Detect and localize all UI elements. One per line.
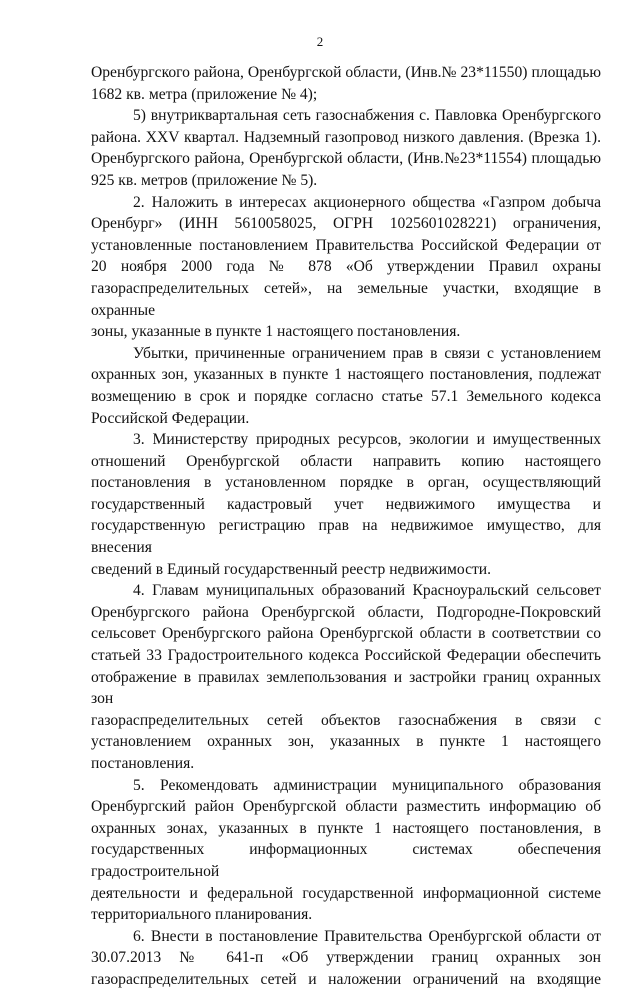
text-line: газораспределительных сетей объектов газоснабжения в связи с [91,711,601,729]
text-line: территориального планирования. [91,906,313,924]
paragraph-point-6 [91,926,601,991]
text-line: зоны, указанные в пункте 1 настоящего постановления. [91,323,461,341]
text-line: Оренбургского района, Оренбургской области, (Инв.№23*11554) площадью [91,150,601,168]
text-line: Оренбургского района, Оренбургской области, (Инв.№ 23*11550) площадью [91,64,601,81]
paragraph-point-3 [91,429,601,580]
text-line: 5. Рекомендовать администрации муниципального образования [133,776,601,794]
text-line: 1682 кв. метра (приложение № 4); [91,85,318,103]
text-line: статьей 33 Градостроительного кодекса Российской Федерации обеспечить [91,647,601,665]
paragraph-point-5 [91,775,601,926]
text-line: сельсовет Оренбургского района Оренбургской области в соответствии со [91,625,601,643]
paragraph-losses [91,343,601,429]
text-line: возмещению в срок и порядке согласно статье 57.1 Земельного кодекса [91,387,601,405]
document-body [91,62,601,991]
text-line: 925 кв. метров (приложение № 5). [91,171,318,189]
text-line: Оренбургский район Оренбургской области разместить информацию об [91,798,601,816]
text-line: установленные постановлением Правительства Российской Федерации от [91,236,601,254]
text-line: отношений Оренбургской области направить копию настоящего [91,452,601,470]
text-line: постановления. [91,755,195,772]
text-line: 2. Наложить в интересах акционерного общества «Газпром добыча [133,193,601,211]
text-line: 3. Министерству природных ресурсов, экологии и имущественных [133,431,601,449]
paragraph-point-2 [91,192,601,343]
text-line: района. XXV квартал. Надземный газопровод низкого давления. (Врезка 1). [91,128,601,146]
paragraph-point-4 [91,580,601,774]
text-line: государственных информационных системах обеспечения градостроительной [91,841,601,880]
text-line: государственную регистрацию прав на недвижимое имущество, для внесения [91,517,601,557]
text-line: установлением охранных зон, указанных в пункте 1 настоящего [91,733,601,751]
text-line: Убытки, причиненные ограничением прав в связи с установлением [133,344,601,362]
text-line: 5) внутриквартальная сеть газоснабжения с. Павловка Оренбургского [133,107,601,125]
text-line: Российской Федерации. [91,409,250,427]
text-line: государственный кадастровый учет недвижимого имущества и [91,495,601,513]
text-line: газораспределительных сетей», на земельные участки, входящие в охранные [91,279,601,319]
text-line: постановления в установленном порядке в орган, осуществляющий [91,474,601,492]
paragraph-continuation [91,62,601,105]
text-line: 20 ноября 2000 года № 878 «Об утверждении Правил охраны [91,258,601,276]
text-line: 4. Главам муниципальных образований Красноуральский сельсовет [133,582,601,600]
text-line: отображение в правилах землепользования и застройки границ охранных зон [91,668,601,708]
text-line: Оренбург» (ИНН 5610058025, ОГРН 1025601028221) ограничения, [91,215,601,233]
text-line: сведений в Единый государственный реестр недвижимости. [91,560,492,578]
text-line: 6. Внести в постановление Правительства Оренбургской области от [133,927,601,945]
text-line: 30.07.2013 № 641-п «Об утверждении границ охранных зон [91,949,601,967]
text-line: деятельности и федеральной государственной информационной системе [91,884,601,902]
paragraph-item-5 [91,105,601,191]
page-number: 2 [316,34,324,49]
text-line: газораспределительных сетей и наложении ограничений на входящие [91,970,601,988]
text-line: Оренбургского района Оренбургской области, Подгородне-Покровский [91,603,601,621]
text-line: охранных зон, указанных в пункте 1 настоящего постановления, подлежат [91,366,601,384]
text-line: охранных зонах, указанных в пункте 1 настоящего постановления, в [91,819,601,837]
